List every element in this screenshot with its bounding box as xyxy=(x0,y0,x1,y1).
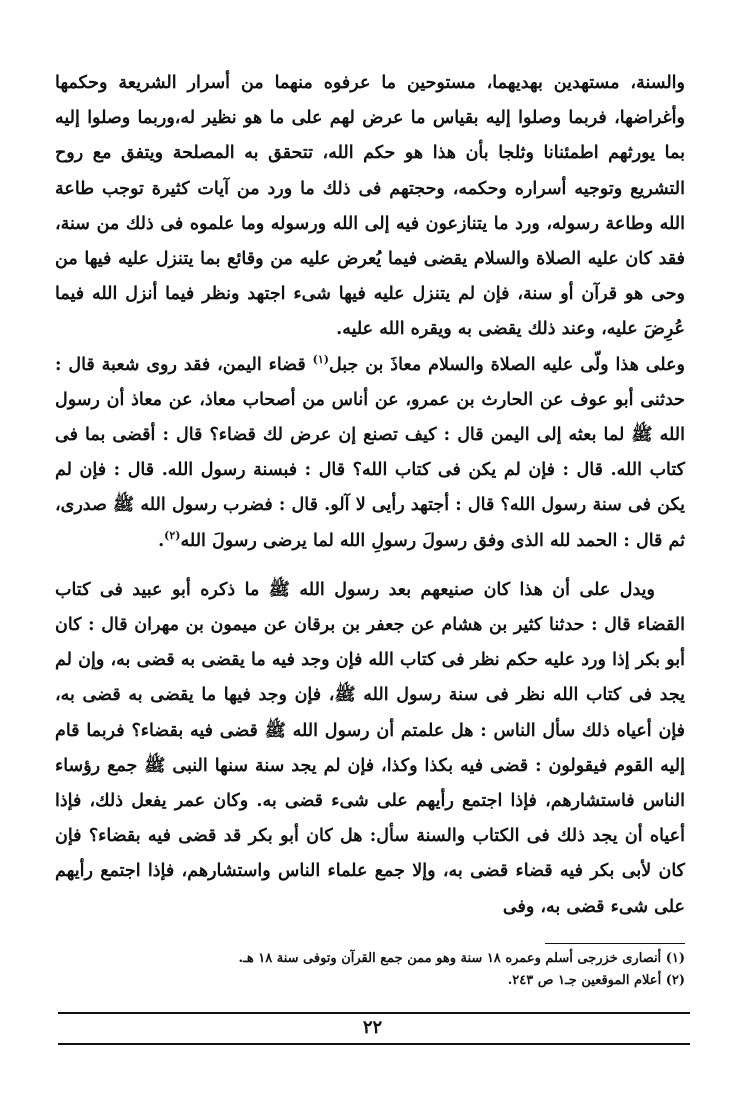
footnotes xyxy=(55,948,685,992)
footnote-divider xyxy=(545,943,685,944)
page-rule-bottom xyxy=(58,1043,690,1045)
paragraph-2-end: . xyxy=(158,530,165,551)
footnote-ref-2: (٢) xyxy=(164,528,181,542)
page-number: ٢٢ xyxy=(362,1017,383,1038)
paragraph-3: ويدل على أن هذا كان صنيعهم بعد رسول الله ﷺ ما ذكره أبو عبيد فى كتاب القضاء قال : حدثنا كثير بن هشام عن جعفر بن برقان عن ميمون بن مهران قال : كان أبو بكر إذا ورد عليه حكم نظر فى كتاب الله فإن وجد فيه ما يقضى به قضى به، وإن لم يجد فى كتاب الله نظر فى سنة رسول الله ﷺ، فإن وجد فيها ما يقضى به قضى به، فإن أعياه ذلك سأل الناس : هل علمتم أن رسول الله ﷺ قضى فيه بقضاء؟ فربما قام إليه القوم فيقولون : قضى فيه بكذا وكذا، فإن لم يجد سنة سنها النبى ﷺ جمع رؤساء الناس فاستشارهم، فإذا اجتمع رأيهم على شىء قضى به. وكان عمر يفعل ذلك، فإذا أعياه أن يجد ذلك فى الكتاب والسنة سأل: هل كان أبو بكر قد قضى فيه بقضاء؟ فإن كان لأبى بكر فيه قضاء قضى به، وإلا جمع علماء الناس واستشارهم، فإذا اجتمع رأيهم على شىء قضى به، وفى xyxy=(55,579,685,917)
body-text xyxy=(55,66,685,925)
paragraph-1: والسنة، مستهدين بهديهما، مستوحين ما عرفوه منهما من أسرار الشريعة وحكمها وأغراضها، فربما وصلوا إليه بقياس ما عرض لهم على ما هو نظير له،وربما وصلوا إليه بما يورثهم اطمئنانا وثلجا بأن هذا هو حكم الله، تتحقق به المصلحة ويتفق مع روح التشريع وتوجيه أسراره وحكمه، وحجتهم فى ذلك ما ورد من آيات كثيرة توجب طاعة الله وطاعة رسوله، ورد ما يتنازعون فيه إلى الله ورسوله وما علموه فى ذلك من سنة، فقد كان عليه الصلاة والسلام يقضى فيما يُعرض عليه من وقائع بما يتنزل عليه فيها من وحى هو قرآن أو سنة، فإن لم يتنزل عليه فيها شىء اجتهد ونظر فيما أنزل الله فيما عُرِضَ عليه، وعند ذلك يقضى به ويقره الله عليه. xyxy=(55,73,685,340)
paragraph-2 xyxy=(55,348,685,559)
page-rule-top xyxy=(58,1012,690,1014)
footnote-1: (١) أنصارى خزرجى أسلم وعمره ١٨ سنة وهو ممن جمع القرآن وتوفى سنة ١٨ هـ. xyxy=(238,951,685,966)
paragraph-2-text-b: قضاء اليمن، فقد روى شعبة قال : حدثنى أبو عوف عن الحارث بن عمرو، عن أناس من أصحاب معاذ، عن معاذ أن رسول الله ﷺ لما بعثه إلى اليمن قال : كيف تصنع إن عرض لك قضاء؟ قال : أقضى بما فى كتاب الله. قال : فإن لم يكن فى كتاب الله؟ قال : فبسنة رسول الله. قال : فإن لم يكن فى سنة رسول الله؟ قال : أجتهد رأيى لا آلو. قال : فضرب رسول الله ﷺ صدرى، ثم قال : الحمد لله الذى وفق رسولَ رسولِ الله لما يرضى رسولَ الله xyxy=(55,354,685,551)
footnote-ref-1: (١) xyxy=(312,352,329,366)
paragraph-2-text-a: وعلى هذا ولّى عليه الصلاة والسلام معاذَ بن جبل xyxy=(328,354,685,375)
footnote-2: (٢) أعلام الموقعين جـ١ ص ٢٤٣. xyxy=(507,973,685,988)
